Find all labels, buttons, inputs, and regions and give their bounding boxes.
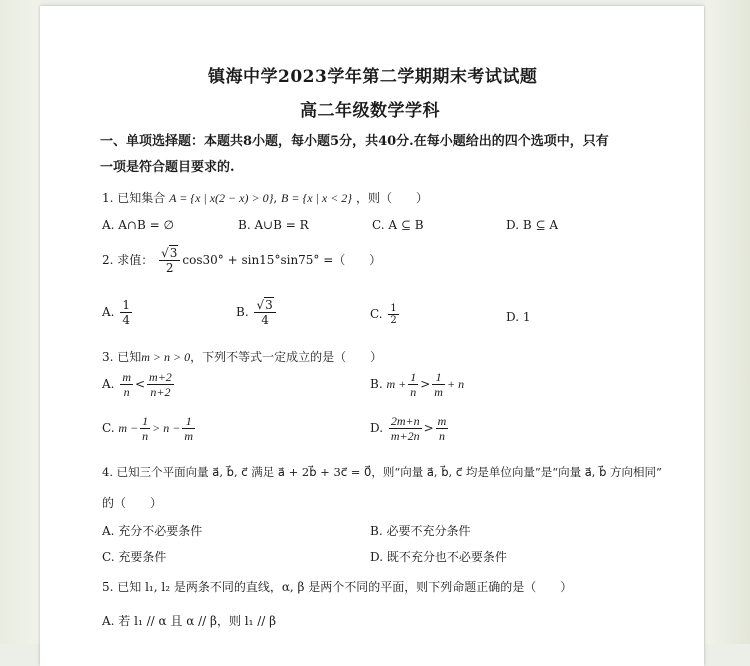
q3-option-d-left-fraction: $\frac{2m+n}{m+2n}$ (390, 414, 420, 443)
q2-expression: cos30° + sin15°sin75° =（ ） (182, 253, 382, 267)
q2-option-b (236, 298, 278, 327)
viewer-background-left (0, 0, 40, 644)
q3-option-d-label: D. (370, 421, 384, 435)
q3-option-b-prefix: m + (386, 377, 407, 391)
q3-suffix: ，下列不等式一定成立的是（ ） (190, 350, 383, 364)
q2-fraction-denominator: 2 (165, 261, 174, 275)
q3-option-b-operator: > (420, 377, 431, 391)
q3-option-a (102, 370, 176, 399)
q2-fraction-numerator: 3 (169, 246, 178, 260)
question-5: 5. 已知 l₁, l₂ 是两条不同的直线，α, β 是两个不同的平面，则下列命题正确的是（ ） (102, 580, 573, 594)
q1-separator: , (273, 191, 278, 205)
q3-option-c-right-fraction: $\frac{1}{m}$ (184, 414, 194, 443)
exam-subtitle: 高二年级数学学科 (300, 101, 440, 121)
q3-option-c-prefix: m − (118, 421, 139, 435)
q3-option-c-operator: > n − (152, 421, 181, 435)
q4-option-d: D. 既不充分也不必要条件 (370, 550, 507, 564)
q2-option-a-fraction: $\frac{1}{4}$ (122, 298, 130, 327)
exam-title: 镇海中学2023学年第二学期期末考试试题 (208, 67, 538, 87)
q3-option-b-left-fraction: $\frac{1}{n}$ (410, 370, 417, 399)
section-heading-line1: 一、单项选择题：本题共8小题，每小题5分，共40分.在每小题给出的四个选项中，只有 (100, 134, 609, 149)
q4-option-a: A. 充分不必要条件 (102, 524, 203, 538)
q3-option-a-label: A. (102, 377, 115, 391)
question-3 (102, 348, 382, 365)
q2-option-b-fraction: $\frac{√3}{4}$ (254, 298, 275, 327)
q2-option-d: D. 1 (506, 310, 531, 324)
q3-condition: m > n > 0 (141, 350, 191, 364)
q1-option-a: A. A∩B = ∅ (102, 218, 174, 232)
question-4-line2: 的（ ） (102, 496, 163, 510)
q2-option-a (102, 298, 134, 327)
q3-option-b-right-fraction: $\frac{1}{m}$ (434, 370, 443, 399)
q2-option-c-fraction: $\frac{1}{2}$ (390, 303, 397, 326)
q1-set-b: B = {x | x < 2} (281, 191, 353, 205)
q3-option-c-label: C. (102, 421, 115, 435)
section-heading-line2: 一项是符合题目要求的. (100, 160, 235, 175)
q1-set-a: A = {x | x(2 − x) > 0} (169, 191, 274, 205)
viewer-background-right (705, 0, 750, 644)
q3-option-c-left-fraction: $\frac{1}{n}$ (142, 414, 149, 443)
q3-option-b-label: B. (370, 377, 383, 391)
q2-prefix: 2. 求值： (102, 253, 154, 267)
q2-fraction: $\frac{√3}{2}$ (159, 246, 180, 275)
q2-option-a-label: A. (102, 305, 115, 319)
q3-option-d-right-fraction: $\frac{m}{n}$ (437, 414, 447, 443)
q4-option-b: B. 必要不充分条件 (370, 524, 471, 538)
q1-option-b: B. A∪B = R (238, 218, 309, 232)
document-page (40, 6, 704, 666)
q3-option-a-operator: < (134, 377, 146, 391)
q1-option-d: D. B ⊆ A (506, 218, 558, 232)
q2-option-b-label: B. (236, 305, 249, 319)
q3-option-d (370, 414, 450, 443)
q3-prefix: 3. 已知 (102, 350, 142, 364)
q3-option-d-operator: > (423, 421, 434, 435)
q3-option-b (370, 370, 464, 399)
q3-option-a-right-fraction: $\frac{m+2}{n+2}$ (149, 370, 172, 399)
q3-option-c (102, 414, 197, 443)
q5-option-a: A. 若 l₁ // α 且 α // β，则 l₁ // β (102, 614, 277, 628)
q3-option-a-left-fraction: $\frac{m}{n}$ (122, 370, 131, 399)
question-1 (102, 189, 428, 206)
q1-suffix: ，则（ ） (355, 191, 428, 205)
question-4-line1: 4. 已知三个平面向量 a⃗, b⃗, c⃗ 满足 a⃗ + 2b⃗ + 3c⃗ = 0⃗，则“向量 a⃗, b⃗, c⃗ 均是单位向量”是“向量 a⃗, b⃗ 方向相同” (102, 465, 662, 479)
q2-option-c-label: C. (370, 307, 383, 321)
q1-option-c: C. A ⊆ B (372, 218, 424, 232)
q4-option-c: C. 充要条件 (102, 550, 167, 564)
q3-option-b-suffix: + n (446, 377, 465, 391)
q1-prefix: 1. 已知集合 (102, 191, 166, 205)
q2-option-c (370, 303, 401, 326)
question-2 (102, 246, 381, 275)
